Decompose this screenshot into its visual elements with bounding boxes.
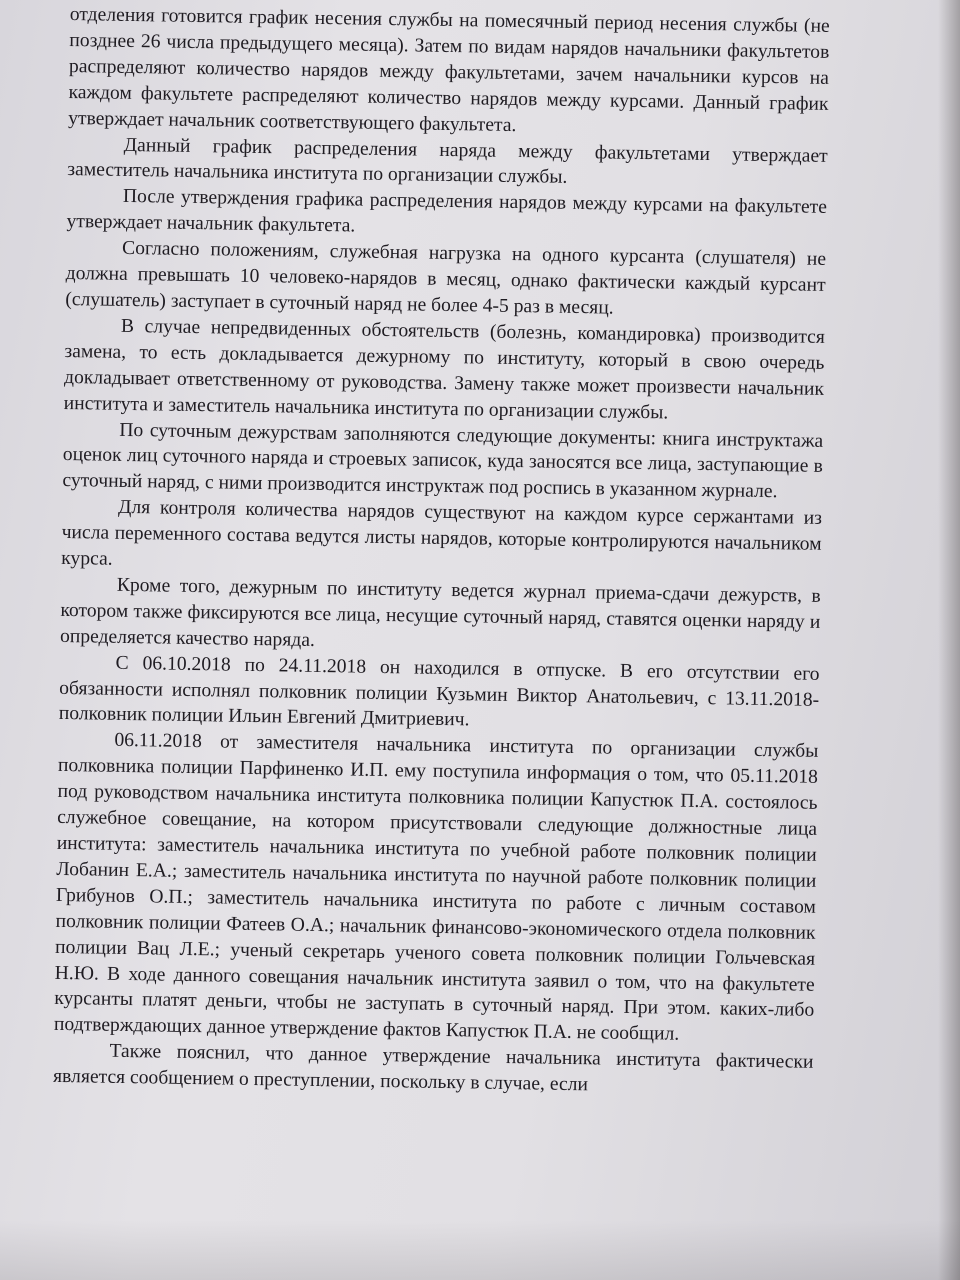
paragraph: После утверждения графика распределения нарядов между курсами на факультете утверждает начальник факультета. (66, 186, 828, 237)
paragraph: отделения готовится график несения службы на помесячный период несения службы (не позднее 26 числа предыдущего месяца). Затем по видам нарядов начальники факультетов распределяют количество нарядов между факультетами, зачем начальники курсов на каждом факультете распределяют количество нарядов между курсами. Данный график утверждает начальник соответствующего факультета. (68, 3, 830, 136)
paragraph: Кроме того, дежурным по институту ведется журнал приема-сдачи дежурств, в котором также фиксируются все лица, несущие суточный наряд, ставятся оценки наряду и определяется качество наряда. (59, 574, 821, 651)
paragraph: По суточным дежурствам заполняются следующие документы: книга инструктажа оценок лиц суточного наряда и строевых записок, куда заносятся все лица, заступающие в суточный наряд, с ними производится инструктаж под роспись в указанном журнале. (62, 419, 824, 503)
paragraph: 06.11.2018 от заместителя начальника института по организации службы полковника полиции Парфиненко И.П. ему поступила информация о том, что 05.11.2018 под руководством начальника института полковника полиции Капустюк П.А. состоялось служебное совещание, на котором присутствовали следующие должностные лица института: заместитель начальника института по учебной работе полковник полиции Лобанин Е.А.; заместитель начальника института по научной работе полковник полиции Грибунов О.П.; заместитель начальника института по работе с личным составом полковник полиции Фатеев О.А.; начальник финансово-экономического отдела полковник полиции Вац Л.Е.; ученый секретарь ученого совета полковник полиции Гольчевская Н.Ю. В ходе данного совещания начальник института заявил о том, что на факультете курсанты платят деньги, чтобы не заступать в суточный наряд. При этом. каких-либо подтверждающих данное утверждение фактов Капустюк П.А. не сообщил. (53, 730, 819, 1046)
document-body (53, 2, 830, 1102)
page-bottom-shadow (0, 1220, 960, 1280)
paragraph: Согласно положениям, служебная нагрузка на одного курсанта (слушателя) не должна превышать 10 человеко-нарядов в месяц, однако фактически каждый курсант (слушатель) заступает в суточный наряд не более 4-5 раз в месяц. (65, 238, 827, 319)
paragraph: Также пояснил, что данное утверждение начальника института фактически является сообщением о преступлении, поскольку в случае, если (52, 1041, 814, 1096)
paragraph: В случае непредвиденных обстоятельств (болезнь, командировка) производится замена, то есть докладывается дежурному по институту, который в свою очередь докладывает ответственному от руководства. Замену также может произвести начальник института и заместитель начальника института по организации службы. (63, 315, 825, 424)
paragraph: Для контроля количества нарядов существуют на каждом курсе сержантами из числа переменного состава ведутся листы нарядов, которые контролируются начальником курса. (61, 497, 823, 570)
paragraph: Данный график распределения наряда между факультетами утверждает заместитель начальника института по организации службы. (67, 134, 828, 189)
paragraph: С 06.10.2018 по 24.11.2018 он находился в отпуске. В его отсутствии его обязанности исполнял полковник полиции Кузьмин Виктор Анатольевич, с 13.11.2018- полковник полиции Ильин Евгений Дмитриевич. (58, 652, 820, 731)
page-edge-shadow (938, 0, 960, 1280)
